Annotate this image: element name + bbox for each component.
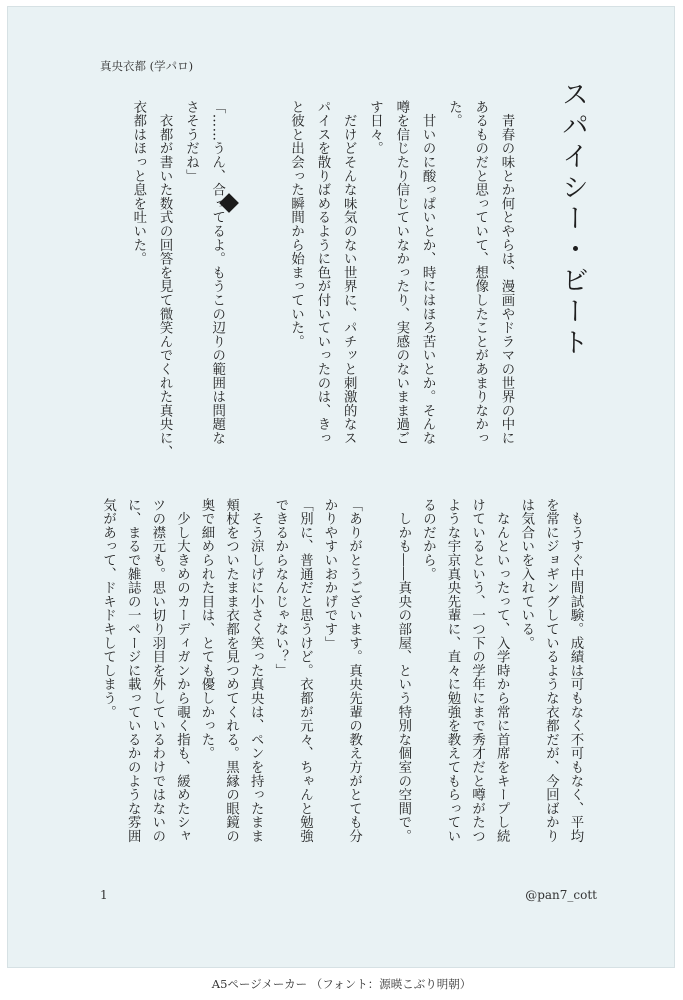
text-column: 「ありがとうございます。真央先輩の教え方がとても分: [346, 498, 362, 843]
text-column: そう涼しげに小さく笑った真央は、ペンを持ったまま: [248, 498, 264, 843]
text-column: あるものだと思っていて、想像したことがあまりなかっ: [472, 100, 488, 445]
text-column: を常にジョギングしているような衣都だが、今回ばかり: [543, 498, 559, 843]
body-text-lower-tier: [0, 498, 683, 888]
text-column: もうすぐ中間試験。成績は可もなく不可もなく、平均: [568, 498, 583, 843]
text-column: 「……うん、合ってるよ。もうこの辺りの範囲は問題な: [209, 100, 225, 445]
page-number: 1: [100, 888, 108, 902]
text-column: [366, 498, 390, 893]
text-column: は気合いを入れている。: [518, 498, 534, 650]
text-column: た。: [446, 100, 462, 128]
text-column: しかも――真央の部屋、という特別な個室の空間で。: [395, 498, 411, 843]
text-column: [257, 100, 281, 495]
text-column: ツの襟元も。思い切り羽目を外しているわけではないの: [149, 498, 165, 843]
text-column: [231, 100, 255, 495]
text-column: す日々。: [367, 100, 383, 156]
text-column: に、まるで雑誌の一ページに載っているかのような雰囲: [125, 498, 141, 843]
text-column: ような宇京真央先輩に、直々に勉強を教えてもらってい: [445, 498, 460, 843]
text-column: 頬杖をついたまま衣都を見つめてくれる。黒縁の眼鏡の: [223, 498, 239, 843]
text-column: なんといったって、入学時から常に首席をキープし続: [494, 498, 510, 843]
text-column: 少し大きめのカーディガンから覗く指も、緩めたシャ: [174, 498, 190, 843]
text-column: るのだから。: [420, 498, 436, 581]
text-column: 青春の味とか何とやらは、漫画やドラマの世界の中に: [499, 100, 514, 445]
story-title: スパイシー・ビート: [557, 80, 588, 359]
text-column: できるからなんじゃない？」: [272, 498, 288, 678]
text-column: けているという、一つ下の学年にまで秀才だと噂がたつ: [469, 498, 485, 843]
text-column: パイスを散りばめるように色が付いていったのは、きっ: [314, 100, 330, 445]
text-column: だけどそんな味気のない世界に、パチッと刺激的なス: [341, 100, 357, 445]
text-column: かりやすいおかげです」: [322, 498, 337, 650]
text-column: と彼と出会った瞬間から始まっていた。: [288, 100, 304, 349]
text-column: 噂を信じたり信じていなかったり、実感のないまま過ご: [393, 100, 409, 445]
text-column: さそうだね」: [183, 100, 199, 183]
running-header: 真央衣都 (学パロ): [100, 59, 194, 73]
author-handle: @pan7_cott: [525, 888, 597, 902]
body-text-upper-tier: [0, 100, 683, 495]
text-column: 「別に、普通だと思うけど。衣都が元々、ちゃんと勉強: [297, 498, 313, 843]
text-column: 奥で細められた目は、とても優しかった。: [199, 498, 214, 761]
footer-caption: A5ページメーカー （フォント：源暎こぶり明朝）: [211, 977, 472, 991]
text-column: 甘いのに酸っぱいとか、時にはほろ苦いとか。そんな: [420, 100, 436, 445]
text-column: 気があって、ドキドキしてしまう。: [100, 498, 116, 719]
text-column: 衣都が書いた数式の回答を見て微笑んでくれた真央に、: [157, 100, 173, 459]
text-column: 衣都はほっと息を吐いた。: [130, 100, 146, 266]
